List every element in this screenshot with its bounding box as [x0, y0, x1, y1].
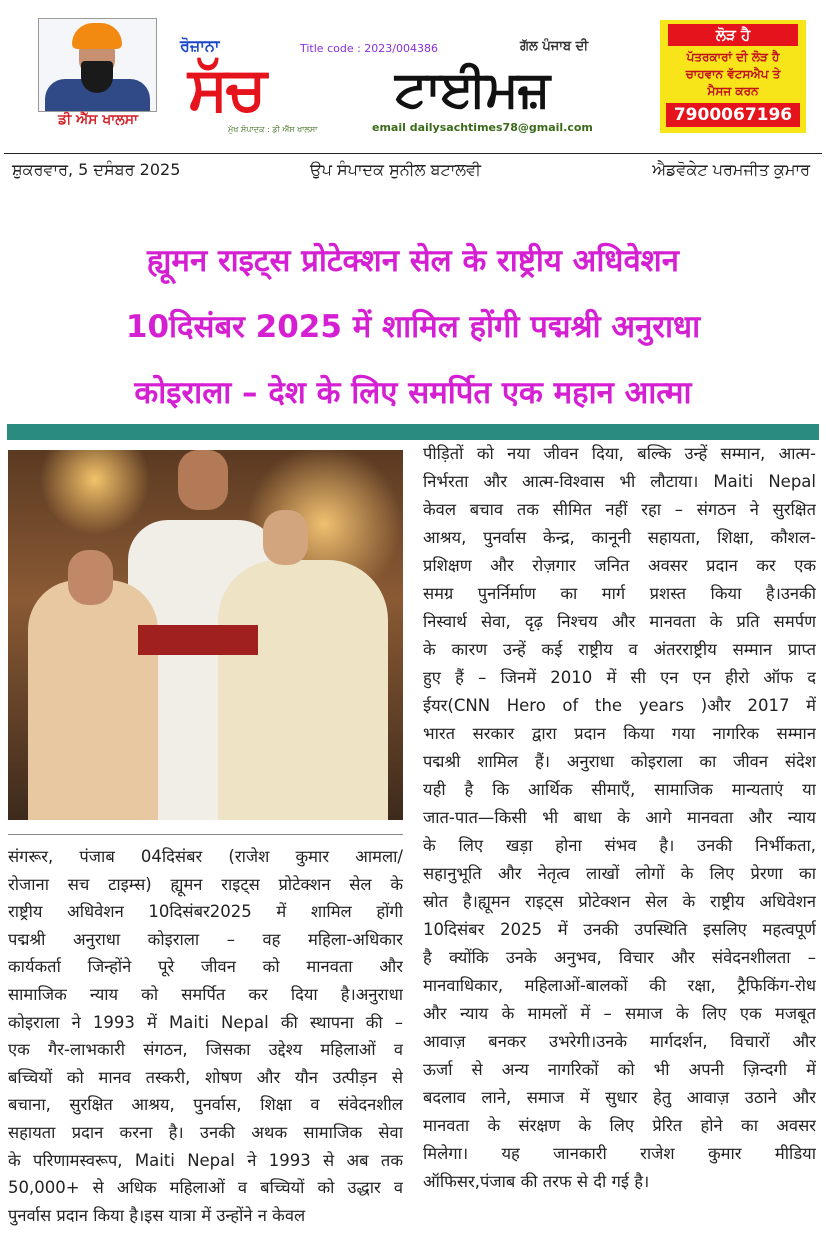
article-line: सहायता प्रदान करना है। उनकी अथक सामाजिक सेवा [8, 1122, 403, 1142]
article-line: कार्यकर्ता जिन्होंने पूरे जीवन को मानवता और [8, 957, 403, 977]
logo-word-times: ਟਾਈਮਜ਼ [395, 60, 550, 118]
article-line: ईयर(CNN Hero of the years )और 2017 में [423, 696, 816, 715]
article-line: सामाजिक न्याय को समर्पित कर दिया है।अनुराधा [8, 984, 403, 1004]
article-line: सहानुभूति और नेतृत्व लाखों लोगों के लिए प्रेरणा का [423, 864, 816, 883]
logo-prefix: ਰੋਜ਼ਾਨਾ [180, 36, 220, 55]
article-line: बदलाव लाने, समाज में सुधार हेतु आवाज़ उठाने और [423, 1088, 816, 1107]
article-line: मानवता के संरक्षण के लिए प्रेरित होने का अवसर [423, 1116, 816, 1135]
article-line: बचाना, सुरक्षित आश्रय, पुनर्वास, शिक्षा व संवेदनशील [8, 1095, 403, 1115]
article-line: ऑफिसर,पंजाब की तरफ से दी गई है। [423, 1172, 650, 1191]
editor-photo-caption: ਡੀ ਐੱਸ ਖਾਲਸਾ [57, 112, 139, 128]
article-line: 10दिसंबर 2025 में उनकी उपस्थिति इसलिए महत्वपूर्ण [423, 920, 816, 939]
award-ceremony-photo [8, 450, 403, 820]
article-line: पद्मश्री अनुराधा कोइराला – वह महिला-अधिकार [8, 929, 403, 949]
editor-photo [38, 18, 157, 112]
article-line: पुनर्वास प्रदान किया है।इस यात्रा में उन्होंने न केवल [8, 1205, 306, 1225]
article-line: राष्ट्रीय अधिवेशन 10दिसंबर2025 में शामिल होंगी [8, 902, 403, 922]
article-line: समग्र पुनर्निर्माण का मार्ग प्रशस्त किया है।उनकी [423, 584, 816, 603]
article-line: केवल बचाव तक सीमित नहीं रहा – संगठन ने सुरक्षित [423, 500, 816, 519]
article-line: आवाज़ बनकर उभरेगी।उनके मार्गदर्शन, विचारों और [423, 1032, 816, 1051]
article-line: मिलेगा। यह जानकारी राजेश कुमार मीडिया [423, 1144, 816, 1163]
contact-email: email dailysachtimes78@gmail.com [372, 121, 593, 134]
headline-line: कोइराला – देश के लिए समर्पित एक महान आत्मा [134, 375, 692, 411]
article-line: के लिए खड़ा होना संभव है। उनकी निर्भीकता, [423, 836, 816, 855]
divider [4, 153, 822, 154]
article-line: बच्चियों को मानव तस्करी, शोषण और यौन उत्पीड़न से [8, 1067, 403, 1087]
headline-line: 10दिसंबर 2025 में शामिल होंगी पद्मश्री अनुराधा [125, 309, 701, 345]
article-line: प्रशिक्षण और रोज़गार जनित अवसर प्रदान कर एक [423, 556, 816, 575]
article-line: पीड़ितों को नया जीवन दिया, बल्कि उन्हें सम्मान, आत्म- [423, 444, 816, 463]
article-line: ऊर्जा से अन्य नागरिकों को भी अपनी ज़िन्दगी में [423, 1060, 816, 1079]
advocate: ਐਡਵੋਕੇਟ ਪਰਮਜੀਤ ਕੁਮਾਰ [652, 160, 810, 179]
ad-line: ਪੱਤਰਕਾਰਾਂ ਦੀ ਲੋੜ ਹੈ [686, 50, 780, 64]
article-line: रोजाना सच टाइम्स) ह्यूमन राइट्स प्रोटेक्शन सेल के [8, 874, 403, 894]
logo-word-sach: ਸੱਚ [188, 54, 265, 124]
article-line: है क्योंकि उनके अनुभव, विचार और संवेदनशीलता – [423, 948, 816, 967]
article-line: कोइराला ने 1993 में Maiti Nepal की स्थापना की – [8, 1012, 403, 1032]
title-code: Title code : 2023/004386 [300, 42, 438, 55]
article-line: यही है कि आर्थिक सीमाएँ, सामाजिक मान्यताएं या [423, 780, 816, 799]
article-column-right [423, 440, 816, 1196]
article-line: 50,000+ से अधिक महिलाओं व बच्चियों को उद्धार व [8, 1178, 403, 1198]
article-line: जात-पात—किसी भी बाधा के आगे मानवता और न्याय [423, 808, 816, 827]
ad-line: ਚਾਹਵਾਨ ਵੱਟਸਐਪ ਤੇ [685, 67, 781, 81]
sub-editor: ਉਪ ਸੰਪਾਦਕ ਸੁਨੀਲ ਬਟਾਲਵੀ [310, 160, 481, 179]
article-line: पद्मश्री शामिल हैं। अनुराधा कोइराला का जीवन संदेश [423, 752, 816, 771]
accent-bar [7, 424, 819, 440]
article-line: संगरूर, पंजाब 04दिसंबर (राजेश कुमार आमला/ [8, 847, 403, 866]
ad-phone: 7900067196 [666, 103, 800, 127]
article-line: के परिणामस्वरूप, Maiti Nepal ने 1993 से अब तक [8, 1150, 403, 1170]
article-line: स्रोत है।ह्यूमन राइट्स प्रोटेक्शन सेल के राष्ट्रीय अधिवेशन [423, 892, 816, 911]
issue-date: ਸ਼ੁਕਰਵਾਰ, 5 ਦਸੰਬਰ 2025 [12, 160, 181, 179]
recruitment-ad [660, 20, 806, 133]
divider [8, 834, 403, 835]
article-line: के कारण उन्हें कई राष्ट्रीय व अंतरराष्ट्रीय सम्मान प्राप्त [423, 640, 816, 659]
article-line: और न्याय के मामलों में – समाज के लिए एक मजबूत [423, 1004, 816, 1023]
chief-editor: ਮੁੱਖ ਸੰਪਾਦਕ : ਡੀ ਐੱਸ ਖਾਲਸਾ [228, 125, 318, 134]
headline [10, 228, 816, 426]
article-line: आश्रय, पुनर्वास केन्द्र, कानूनी सहायता, शिक्षा, कौशल- [423, 528, 816, 547]
article-line: भारत सरकार द्वारा प्रदान किया गया नागरिक सम्मान [423, 724, 816, 743]
article-line: मानवाधिकार, महिलाओं-बालकों की रक्षा, ट्रैफिकिंग-रोध [423, 976, 816, 995]
logo-tagline: ਗੱਲ ਪੰਜਾਬ ਦੀ [520, 39, 589, 54]
article-line: हुए हैं – जिनमें 2010 में सी एन एन हीरो ऑफ द [423, 668, 816, 687]
article-line: एक गैर-लाभकारी संगठन, जिसका उद्देश्य महिलाओं व [8, 1040, 403, 1060]
article-line: निस्वार्थ सेवा, दृढ़ निश्चय और मानवता के प्रति समर्पण [423, 612, 816, 631]
ad-line: ਮੈਸਜ ਕਰਨ [707, 84, 759, 98]
article-line: निर्भरता और आत्म-विश्वास भी लौटाया। Maiti Nepal [423, 472, 816, 491]
ad-heading: ਲੋੜ ਹੈ [668, 24, 798, 46]
article-column-left [8, 843, 403, 1229]
headline-line: ह्यूमन राइट्स प्रोटेक्शन सेल के राष्ट्रीय अधिवेशन [147, 243, 679, 279]
